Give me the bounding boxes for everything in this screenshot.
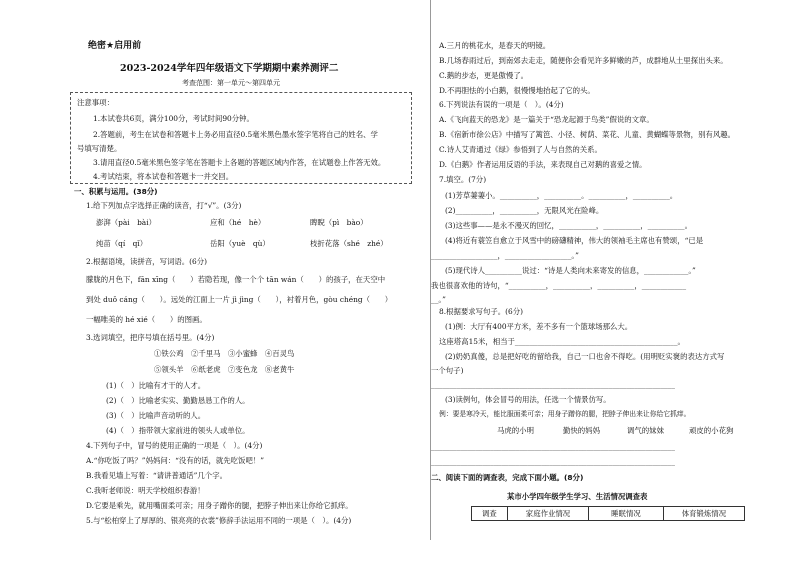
- notice-item: 2.答题前，考生在试卷和答题卡上务必用直径0.5毫米黑色墨水签字笔将自己的姓名、学: [93, 130, 378, 139]
- q2-line: 一幅唯美的 hé xié（ ）的图画。: [86, 315, 207, 324]
- table-row: [472, 507, 745, 521]
- q6-option: B.《宿新市徐公店》中描写了篱笆、小径、树荫、菜花、儿童、黄蝴蝶等景物，别有风趣。: [439, 130, 736, 139]
- q7-item: (2)__________，__________，无限风光在险峰。: [445, 206, 604, 215]
- q8-item: (3)读例句，体会冒号的用法，任选一个情景仿写。: [445, 395, 611, 404]
- question-6: 6.下列说法有误的一项是（ ）。(4分): [439, 100, 564, 109]
- q8-item: 例：要是寒冷天，能比服面柔可亲；用身子蹭你的腿，把脖子伸出来让你给它抓痒。: [439, 410, 691, 418]
- q4-option: C.我听老师说：明天学校组织春游！: [86, 486, 205, 495]
- q3-item: (3)（ ）比喻声音动听的人。: [106, 411, 206, 420]
- q1-option: 澎湃（pài bài）: [96, 218, 156, 227]
- table-header-cell: 睡眠情况: [589, 507, 664, 521]
- q5-option: A.三月的桃花水，是春天的明镜。: [439, 41, 551, 50]
- section-1-heading: 一、积累与运用。(38分): [74, 187, 158, 196]
- table-header-cell: 调查: [472, 507, 508, 521]
- q4-option: D.它要是乘先，就用嘴面柔可亲；用身子蹭你的腿，把脖子伸出来让你给它抓痒。: [86, 501, 353, 510]
- q7-item: (5)现代诗人__________说过：“诗是人类向未来寄发的信息，____________。”: [445, 266, 696, 275]
- q8-scene: 调气的妹妹: [627, 426, 664, 435]
- q5-option: B.几场春雨过后，到南郊去走走，随便你会看见许多鲜嫩的芦，成群地从土里探出头来。: [439, 56, 728, 65]
- notice-heading: 注意事项：: [77, 98, 114, 107]
- q1-option: 纯苗（qí qǐ）: [96, 239, 148, 248]
- table-header-cell: 体育锻炼情况: [663, 507, 744, 521]
- section-2-heading: 二、阅读下面的调查表，完成下面小题。(8分): [431, 473, 584, 482]
- q3-item: (1)（ ）比喻有才干的人才。: [106, 381, 206, 390]
- question-4: 4.下列句子中，冒号的使用正确的一项是（ ）。(4分): [86, 441, 263, 450]
- q5-option: D.不再胆怯的小白鹅，很慢慢地抬起了它的头。: [439, 86, 595, 95]
- q8-scene: 勤快的妈妈: [563, 426, 600, 435]
- q1-option: 应和（hé hè）: [210, 218, 266, 227]
- q2-line: 朦胧的月色下，fān xīng（ ）若隐若现，像一个个 tān wán（ ）的孩子，在天空中: [86, 275, 386, 284]
- q7-item: __。”: [431, 295, 446, 304]
- survey-table: [471, 506, 745, 521]
- q8-item: (2)奶奶真傻，总是把好吃的留给我，自己一口也舍不得吃。(用明贬实褒的表达方式写: [445, 352, 725, 361]
- q1-option: 睥睨（pì bào）: [310, 218, 368, 227]
- right-column: [430, 0, 769, 540]
- survey-table-title: 某市小学四年级学生学习、生活情况调查表: [507, 492, 648, 501]
- notice-item: 4.考试结束，将本试卷和答题卡一并交回。: [93, 172, 234, 181]
- question-8: 8.根据要求写句子。(6分): [439, 307, 524, 316]
- question-1: 1.给下列加点字选择正确的读音，打“√”。(3分): [86, 201, 242, 210]
- q6-option: C.诗人艾青通过《绿》参悟到了人与自然的关系。: [439, 145, 602, 154]
- question-5: 5.与“松柏穿上了厚厚的、银亮亮的衣裳”修辞手法运用不同的一项是（ ）。(4分): [86, 516, 352, 525]
- q3-options: ①铁公鸡 ②千里马 ③小蜜蜂 ④百灵鸟: [154, 349, 295, 358]
- q4-option: B.我看见墙上写着：“请讲普通话”几个字。: [86, 471, 227, 480]
- q8-answer-line: __________________________________________________________________: [431, 442, 675, 451]
- q3-item: (2)（ ）比喻老实实、勤勤恳恳工作的人。: [106, 396, 250, 405]
- notice-item: 3.请用直径0.5毫米黑色签字笔在答题卡上各题的答题区域内作答，在试题卷上作答无效。: [93, 158, 386, 167]
- secret-label: 绝密★启用前: [88, 41, 142, 51]
- exam-scope: 考查范围：第一单元～第四单元: [182, 79, 280, 87]
- q7-item: 我也很喜欢他的诗句，“__________，__________，__________，____________: [431, 281, 687, 290]
- q8-item: (1)例：大厅有400平方米，差不多有一个篮球场那么大。: [445, 322, 633, 331]
- q6-option: D.《白鹅》作者运用反语的手法，来表现自己对鹅的喜爱之情。: [439, 160, 647, 169]
- question-3: 3.选词填空，把序号填在括号里。(4分): [86, 333, 215, 342]
- notice-item: 1.本试卷共6页，满分100分，考试时间90分钟。: [93, 114, 254, 123]
- question-7: 7.填空。(7分): [439, 175, 487, 184]
- q8-item: 一个句子): [431, 366, 464, 375]
- q5-option: C.鹅的步态，更是傲慢了。: [439, 71, 529, 80]
- q2-line: 到处 duǒ cáng（ ）。远处的江面上一片 jì jìng（ ），衬着月色，gòu chéng（ ）: [86, 295, 393, 304]
- q8-answer-line: __________________________________________________________________: [431, 457, 675, 466]
- q8-scene: 顽皮的小花狗: [689, 426, 734, 435]
- q7-item: (3)这些事——是永不漫灭的回忆，__________，__________，__________。: [445, 221, 692, 230]
- q7-item: (1)芳草萋萋小。__________，__________。__________，__________。: [445, 191, 678, 200]
- q1-option: 枝折花落（shé zhé）: [310, 239, 388, 248]
- q1-option: 岳阳（yuè qù）: [210, 239, 270, 248]
- q8-scene: 马虎的小明: [497, 426, 534, 435]
- notice-box: [70, 92, 412, 184]
- q4-option: A.“你吃饭了吗？”妈妈问：“没有的话，就先吃饭吧！”: [86, 456, 265, 465]
- q8-item: __________________________________________________________________: [431, 380, 675, 389]
- exam-title: 2023-2024学年四年级语文下学期期中素养测评二: [120, 63, 339, 74]
- notice-item: 号填写清楚。: [77, 144, 122, 153]
- q3-item: (4)（ ）指带领大家前进的领头人或单位。: [106, 426, 250, 435]
- question-2: 2.根据语境，读拼音，写词语。(6分): [86, 257, 207, 266]
- q7-item: __________________，__________________。”: [431, 251, 579, 260]
- table-header-cell: 家庭作业情况: [507, 507, 588, 521]
- q7-item: (4)将近有蓑笠自愈立于风雪中的磅礴精神，伟大的领袖毛主席也有赞颂，“已是: [445, 236, 704, 245]
- q6-option: A.《飞向蓝天的恐龙》是一篇关于“恐龙起源于鸟类”假说的文章。: [439, 115, 654, 124]
- q3-options: ⑤领头羊 ⑥纸老虎 ⑦变色龙 ⑧老黄牛: [154, 365, 295, 374]
- q8-item: 这座塔高15米，相当于____________________________________________。: [439, 337, 685, 346]
